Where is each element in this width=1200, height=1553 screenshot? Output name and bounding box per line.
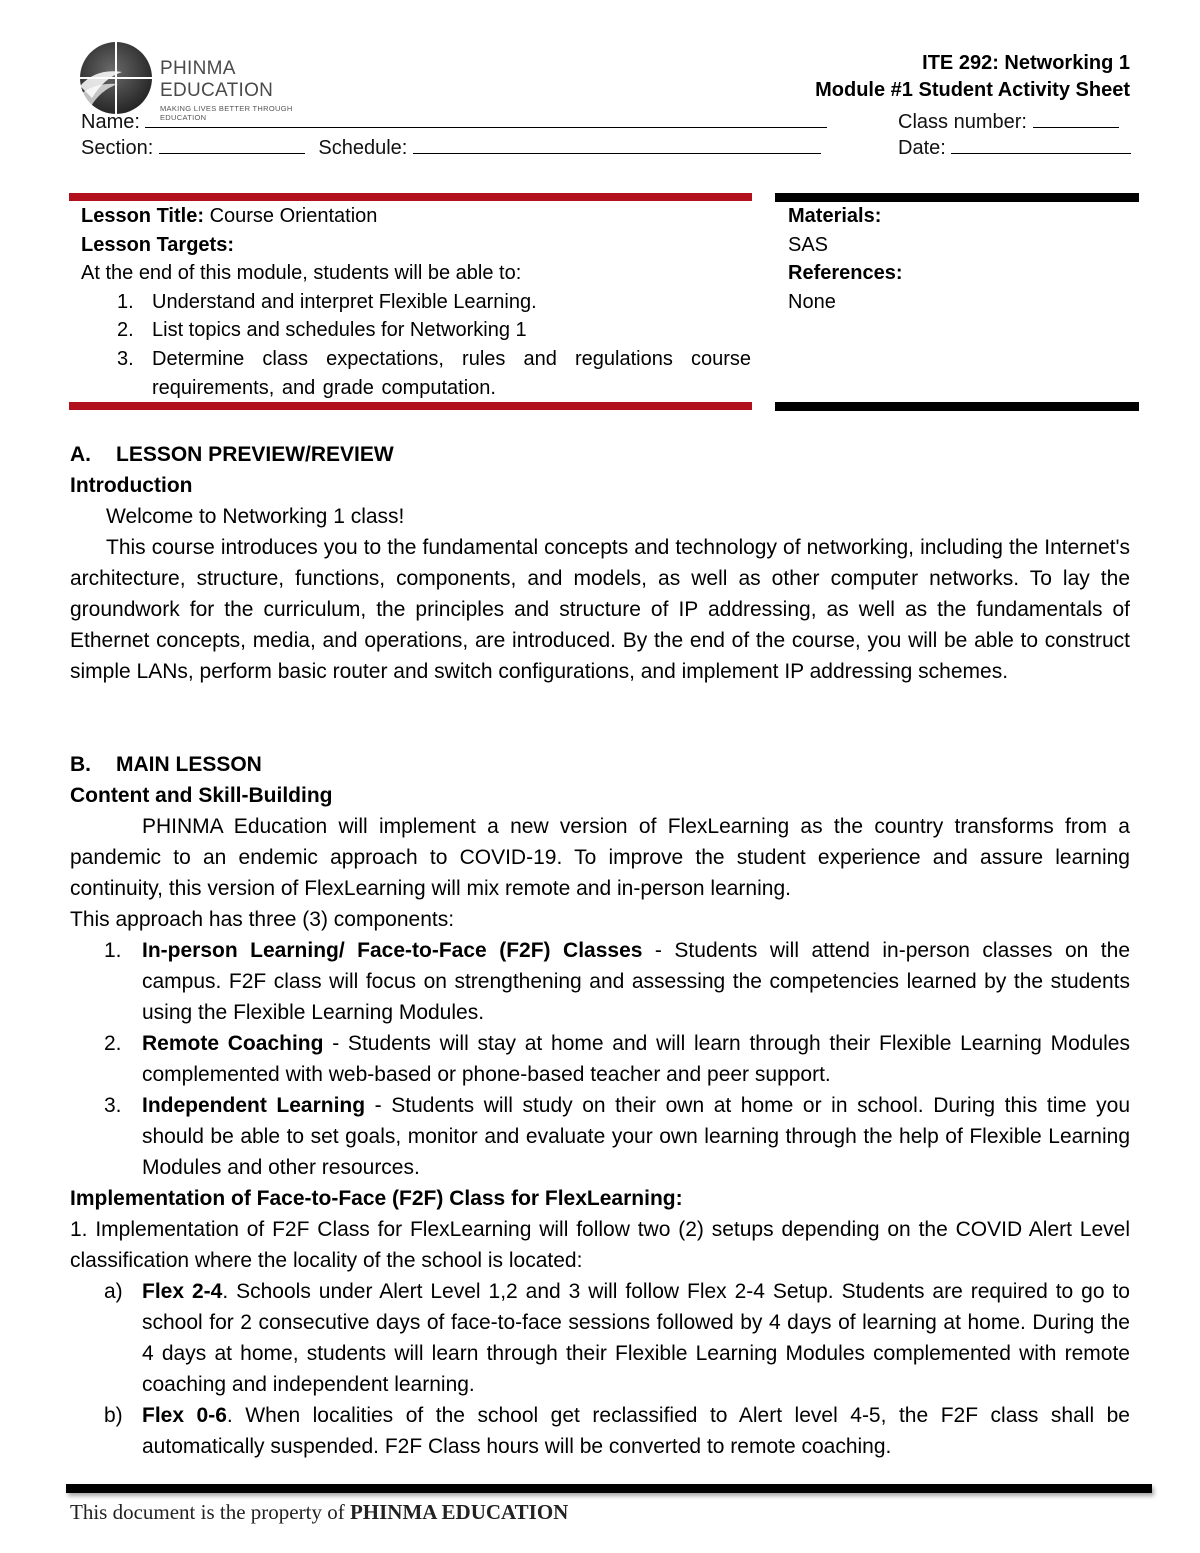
list-item: 1. In-person Learning/ Face-to-Face (F2F) Classes - Students will attend in-person classes on the campus. F2F class will focus on strengthening and assessing the competencies learned by the students using the Flexible Learning Modules.: [104, 939, 1130, 1024]
footer-text: This document is the property of PHINMA EDUCATION: [70, 1500, 569, 1524]
list-item: 3. Determine class expectations, rules and regulations course requirements, and grade computation.: [117, 347, 751, 399]
class-number-field[interactable]: [1033, 110, 1119, 128]
date-label: Date:: [898, 137, 946, 159]
lesson-targets-heading: Lesson Targets:: [81, 233, 234, 256]
setups-list: [70, 1276, 1130, 1462]
class-number-label: Class number:: [898, 111, 1027, 133]
components-intro: This approach has three (3) components:: [70, 908, 455, 931]
schedule-label: Schedule:: [318, 137, 408, 159]
list-item: 3. Independent Learning - Students will study on their own at home or in school. During this time you should be able to set goals, monitor and evaluate your own learning through the help of Flexible Learning Modules and other resources.: [104, 1094, 1131, 1179]
sheet-title: Module #1 Student Activity Sheet: [815, 79, 1130, 101]
introduction-heading: Introduction: [70, 474, 193, 497]
list-item: b) Flex 0-6. When localities of the school get reclassified to Alert level 4-5, the F2F class shall be automatically suspended. F2F Class hours will be converted to remote coaching.: [104, 1404, 1130, 1458]
org-name: PHINMA EDUCATION: [160, 58, 274, 101]
org-tagline: MAKING LIVES BETTER THROUGH EDUCATION: [160, 104, 293, 122]
lesson-top-bar: [69, 193, 752, 201]
name-field[interactable]: [145, 110, 827, 128]
lesson-targets-list: [81, 288, 751, 402]
components-list: [70, 935, 1130, 1183]
class-number-row: [898, 110, 1119, 134]
section-label: Section:: [81, 137, 154, 159]
welcome-line: Welcome to Networking 1 class!: [106, 505, 405, 528]
section-b: [70, 749, 1130, 1462]
content-heading: Content and Skill-Building: [70, 784, 333, 807]
intro-paragraph: This course introduces you to the fundamental concepts and technology of networking, including the Internet's architecture, structure, functions, components, and models, as well as other computer networks. To lay the groundwork for the curriculum, the principles and structure of IP addressing, as well as the fundamentals of Ethernet concepts, media, and operations, are introduced. By the end of the course, you will be able to construct simple LANs, perform basic router and switch configurations, and implement IP addressing schemes.: [70, 536, 1130, 683]
list-item: 2. Remote Coaching - Students will stay at home and will learn through their Flexible Learning Modules complemented with web-based or phone-based teacher and peer support.: [104, 1032, 1130, 1086]
implementation-heading: Implementation of Face-to-Face (F2F) Class for FlexLearning:: [70, 1187, 683, 1210]
section-a: [70, 439, 1130, 687]
materials-label: Materials:: [788, 205, 882, 227]
implementation-paragraph: 1. Implementation of F2F Class for FlexLearning will follow two (2) setups depending on the COVID Alert Level classification where the locality of the school is located:: [70, 1218, 1130, 1272]
name-label: Name:: [81, 111, 140, 133]
section-row: [81, 136, 821, 160]
references-value: None: [788, 290, 836, 313]
references-label: References:: [788, 262, 903, 285]
flexlearning-paragraph: PHINMA Education will implement a new version of FlexLearning as the country transforms from a pandemic to an endemic approach to COVID-19. To improve the student experience and assure learning continuity, this version of FlexLearning will mix remote and in-person learning.: [70, 815, 1130, 900]
section-b-heading: B. MAIN LESSON: [70, 753, 262, 776]
lesson-bottom-bar: [69, 402, 752, 410]
course-title: ITE 292: Networking 1: [922, 52, 1130, 74]
lesson-targets-intro: At the end of this module, students will be able to:: [81, 262, 522, 285]
materials-value: SAS: [788, 233, 829, 256]
list-item: a) Flex 2-4. Schools under Alert Level 1,2 and 3 will follow Flex 2-4 Setup. Students are required to go to school for 2 consecutive days of face-to-face sessions followed by 4 days of learning at home. During the 4 days at home, students will learn through their Flexible Learning Modules complemented with remote coaching and independent learning.: [104, 1280, 1130, 1396]
footer-bar: [66, 1484, 1152, 1493]
section-field[interactable]: [159, 136, 305, 154]
materials-top-bar: [775, 193, 1139, 202]
lesson-info: [81, 202, 751, 402]
materials-info: [788, 202, 903, 316]
document-header: [815, 50, 1130, 104]
schedule-field[interactable]: [413, 136, 821, 154]
globe-logo-icon: [74, 38, 154, 118]
list-item: 2. List topics and schedules for Networking 1: [117, 319, 527, 342]
date-field[interactable]: [951, 136, 1131, 154]
lesson-title: Lesson Title: Course Orientation: [81, 205, 378, 227]
list-item: 1. Understand and interpret Flexible Learning.: [117, 290, 537, 313]
name-row: [81, 110, 827, 134]
materials-bottom-bar: [775, 402, 1139, 411]
date-row: [898, 136, 1131, 160]
section-a-heading: A. LESSON PREVIEW/REVIEW: [70, 443, 394, 466]
